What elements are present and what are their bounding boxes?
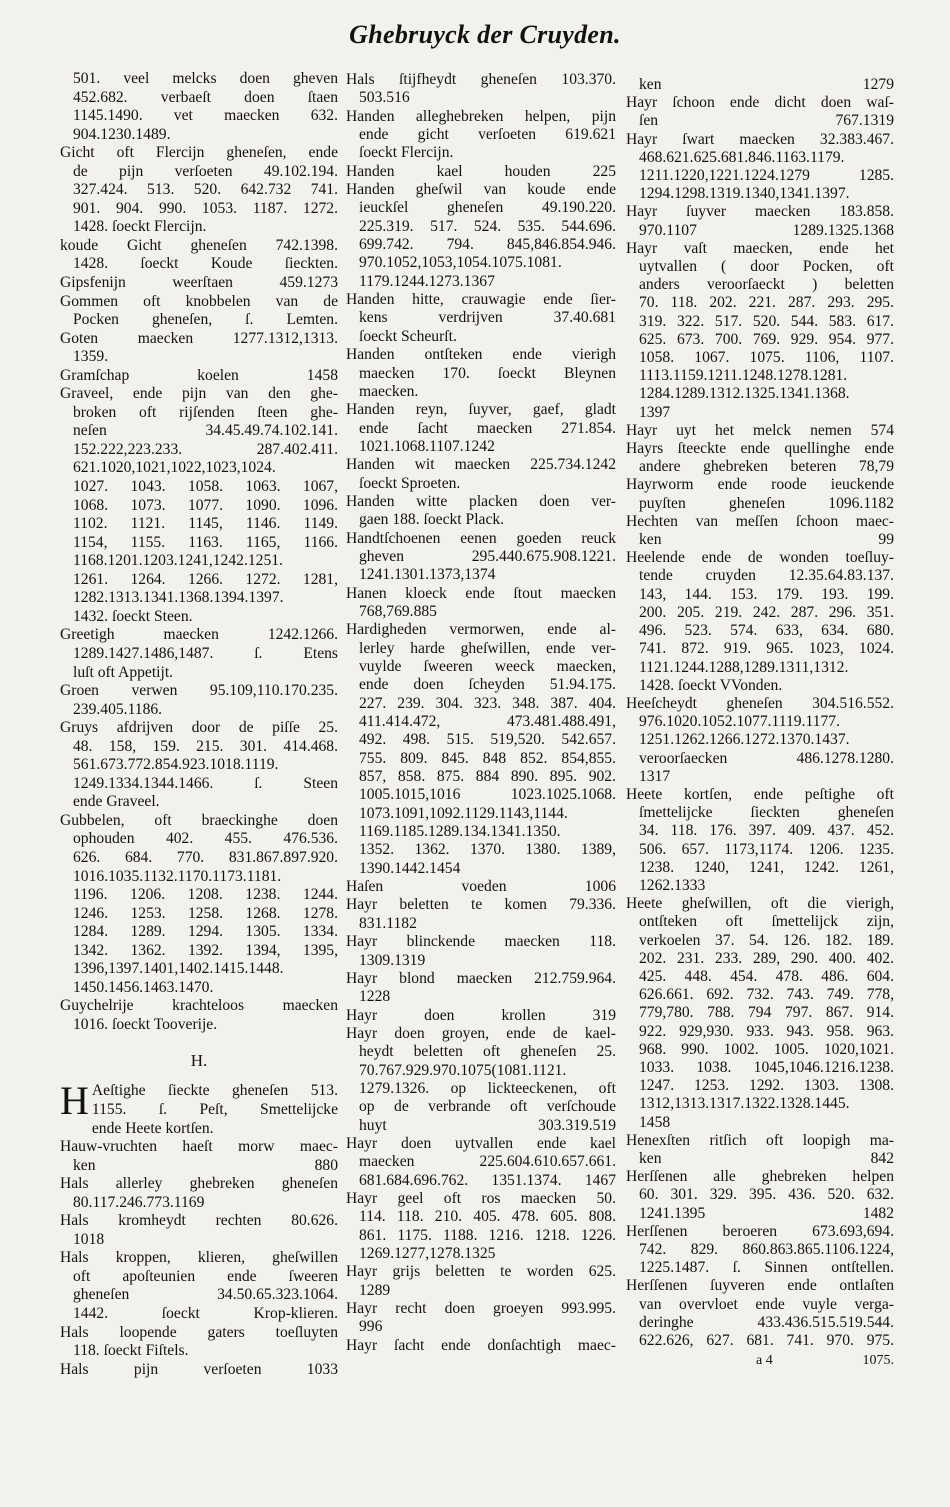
index-line: Hals loopende gaters toeſluyten (60, 1323, 338, 1341)
index-line: Gramſchap koelen 1458 (60, 366, 338, 384)
index-entry (626, 786, 894, 895)
index-entry (60, 1138, 338, 1175)
index-line: 1397 (639, 403, 671, 421)
index-line: Hayr doen krollen 319 (346, 1006, 616, 1024)
index-line: 1073.1091,1092.1129.1143,1144. (359, 804, 568, 822)
index-line: 114. 118. 210. 405. 478. 605. 808. (359, 1208, 616, 1226)
index-entry (346, 163, 616, 181)
index-line: Handen reyn, ſuyver, gaef, gladt (346, 401, 616, 419)
index-entry (60, 385, 338, 626)
index-line: 506. 657. 1173,1174. 1206. 1235. (639, 840, 894, 858)
index-entry (626, 240, 894, 422)
index-entry (60, 293, 338, 330)
index-line: Hayr beletten te komen 79.336. (346, 896, 616, 914)
index-line: 741. 872. 919. 965. 1023, 1024. (639, 640, 894, 658)
index-line: 755. 809. 845. 848 852. 854,855. (359, 749, 616, 767)
index-line: 1396,1397.1401,1402.1415.1448. (73, 960, 284, 978)
index-line: Hayr ſwart maecken 32.383.467. (626, 130, 894, 148)
index-line: 1269.1277,1278.1325 (359, 1245, 496, 1262)
index-line: 1428. ſoeckt VVonden. (639, 676, 783, 694)
index-column-1 (60, 70, 338, 1379)
index-line: 1018 (73, 1230, 105, 1248)
index-line: 901. 904. 990. 1053. 1187. 1272. (73, 199, 338, 217)
index-entry (346, 401, 616, 456)
index-line: 1261. 1264. 1266. 1272. 1281, (73, 570, 338, 588)
index-entry (346, 933, 616, 970)
index-line: broken oft rijſenden ſteen ghe- (73, 403, 338, 421)
index-line: Handen witte placken doen ver- (346, 492, 616, 510)
index-line: vuylde ſweeren weeck maecken, (359, 658, 616, 675)
index-entry (346, 71, 616, 108)
index-line: Hals ſtijfheydt gheneſen 103.370. (346, 71, 616, 88)
index-line: 152.222,223.233. 287.402.411. (73, 440, 338, 458)
index-line: 227. 239. 304. 323. 348. 387. 404. (359, 694, 616, 712)
index-line: ſoeckt Scheurſt. (359, 327, 457, 345)
index-entry (60, 1175, 338, 1212)
index-line: Handen ontſteken ende vierigh (346, 346, 616, 364)
index-line: Heeſcheydt gheneſen 304.516.552. (626, 694, 894, 712)
index-entry (346, 1190, 616, 1263)
index-line: 1262.1333 (639, 876, 706, 894)
index-line: Hals kroppen, klieren, gheſwillen (60, 1249, 338, 1267)
index-entry (346, 493, 616, 530)
index-entry (346, 291, 616, 346)
index-entry (346, 456, 616, 493)
index-line: Hayr doen groyen, ende de kael- (346, 1024, 616, 1042)
index-entry (60, 144, 338, 237)
index-entry (60, 367, 338, 386)
index-line: oft apoſteunien ende ſweeren (73, 1267, 338, 1285)
index-line: ende Graveel. (73, 793, 160, 811)
index-entry (60, 1212, 338, 1249)
index-line: ken 880 (73, 1156, 338, 1174)
index-line: gaen 188. ſoeckt Plack. (359, 511, 505, 529)
index-entry (60, 1078, 338, 1138)
page-footer (756, 1352, 894, 1370)
index-entry (60, 274, 338, 293)
catchword: 1075. (862, 1353, 894, 1369)
index-line: Hayr geel oft ros maecken 50. (346, 1189, 616, 1207)
index-line: 118. ſoeckt Fiſtels. (73, 1342, 189, 1360)
index-line: 681.684.696.762. 1351.1374. 1467 (359, 1171, 616, 1189)
index-entry (626, 476, 894, 512)
index-line: 626. 684. 770. 831.867.897.920. (73, 848, 338, 866)
index-line: ende ſacht maecken 271.854. (359, 419, 616, 437)
index-line: Hals kromheydt rechten 80.626. (60, 1212, 338, 1230)
index-entry (346, 1263, 616, 1300)
section-letter-heading: H. (190, 1051, 208, 1071)
index-line: 968. 990. 1002. 1005. 1020,1021. (639, 1040, 894, 1058)
index-line: 831.1182 (359, 914, 417, 932)
index-line: 1289.1427.1486,1487. ſ. Etens (73, 644, 338, 662)
index-entry (626, 895, 894, 1132)
index-line: 1279.1326. op lickteeckenen, oft (359, 1079, 616, 1097)
index-entry (60, 1361, 338, 1380)
index-line: gheven 295.440.675.908.1221. (359, 547, 616, 565)
index-line: 976.1020.1052.1077.1119.1177. (639, 713, 840, 731)
index-line: ſoeckt Sproeten. (359, 474, 461, 492)
index-line: koude Gicht gheneſen 742.1398. (60, 236, 338, 254)
index-entry (626, 1223, 894, 1278)
index-line: 1169.1185.1289.134.1341.1350. (359, 823, 561, 841)
index-line: Hayr recht doen groeyen 993.995. (346, 1300, 616, 1318)
index-entry (346, 1337, 616, 1355)
index-line: 327.424. 513. 520. 642.732 741. (73, 181, 338, 199)
index-line: 1359. (73, 348, 109, 366)
index-entry (346, 530, 616, 585)
index-line: ken 1279 (639, 76, 894, 93)
index-entry (60, 330, 338, 367)
index-line: 742. 829. 860.863.865.1106.1224, (639, 1241, 894, 1258)
index-line: Aeſtighe ſieckte gheneſen 513. (91, 1082, 338, 1100)
index-line: Hechten van meſſen ſchoon maec- (626, 512, 894, 530)
index-line: 1121.1244.1288,1289.1311,1312. (639, 658, 849, 676)
index-line: 34. 118. 176. 397. 409. 437. 452. (639, 822, 894, 840)
index-line: 1342. 1362. 1392. 1394, 1395, (73, 941, 338, 959)
index-line: 80.117.246.773.1169 (73, 1193, 205, 1211)
index-entry (346, 1135, 616, 1190)
index-line: Heete kortſen, ende peſtighe oft (626, 785, 894, 803)
index-entry (346, 1007, 616, 1025)
index-line: Goten maecken 1277.1312,1313. (60, 329, 338, 347)
index-entry (60, 70, 338, 144)
index-line: 1016. ſoeckt Tooverije. (73, 1015, 218, 1033)
index-line: Hauw-vruchten haeſt morw maec- (60, 1138, 338, 1156)
index-line: lerley harde gheſwillen, ende ver- (359, 639, 616, 657)
index-line: 970.1052,1053,1054.1075.1081. (359, 254, 562, 272)
index-line: 561.673.772.854.923.1018.1119. (73, 756, 279, 774)
index-entry (60, 626, 338, 682)
index-line: 1246. 1253. 1258. 1268. 1278. (73, 904, 338, 922)
index-line: verkoelen 37. 54. 126. 182. 189. (639, 931, 894, 949)
index-line: 699.742. 794. 845,846.854.946. (359, 236, 616, 254)
index-line: Graveel, ende pijn van den ghe- (60, 385, 338, 403)
index-line: Hayrs ſteeckte ende quellinghe ende (626, 440, 894, 458)
index-line: 1027. 1043. 1058. 1063. 1067, (73, 478, 338, 496)
index-line: Hals allerley ghebreken gheneſen (60, 1175, 338, 1193)
index-line: Pocken gheneſen, ſ. Lemten. (73, 311, 338, 329)
index-line: Hayr ſchoon ende dicht doen waſ- (626, 94, 894, 112)
index-line: ende gicht verſoeten 619.621 (359, 126, 616, 144)
index-line: Groen verwen 95.109,110.170.235. (60, 682, 338, 700)
index-line: 319. 322. 517. 520. 544. 583. 617. (639, 312, 894, 330)
index-entry (626, 131, 894, 204)
index-line: veroorſaecken 486.1278.1280. (639, 749, 894, 767)
index-line: ende doen ſcheyden 51.94.175. (359, 676, 616, 694)
index-line: 225.319. 517. 524. 535. 544.696. (359, 217, 616, 235)
index-line: uytvallen ( door Pocken, oft (639, 258, 894, 276)
drop-cap: H (60, 1078, 89, 1124)
index-entry (626, 94, 894, 130)
index-line: Hayr blond maecken 212.759.964. (346, 969, 616, 987)
index-line: maecken 170. ſoeckt Bleynen (359, 364, 616, 382)
index-line: 1249.1334.1344.1466. ſ. Steen (73, 774, 338, 792)
index-line: Hanen kloeck ende ſtout maecken (346, 584, 616, 602)
index-line: heydt beletten oft gheneſen 25. (359, 1043, 616, 1061)
index-line: 503.516 (359, 89, 410, 107)
index-line: neſen 34.45.49.74.102.141. (73, 422, 338, 440)
index-line: de pijn verſoeten 49.102.194. (73, 162, 338, 180)
index-line: maecken. (359, 382, 419, 400)
index-line: 1450.1456.1463.1470. (73, 978, 214, 996)
index-entry (346, 621, 616, 878)
index-line: Herſſenen alle ghebreken helpen (626, 1168, 894, 1186)
index-line: Hals pijn verſoeten 1033 (60, 1360, 338, 1378)
index-line: 857, 858. 875. 884 890. 895. 902. (359, 768, 616, 786)
index-line: 904.1230.1489. (73, 125, 171, 143)
index-line: 1196. 1206. 1208. 1238. 1244. (73, 886, 338, 904)
index-entry (346, 1300, 616, 1337)
index-line: 1238. 1240, 1241, 1242. 1261, (639, 858, 894, 876)
index-entry (60, 1324, 338, 1361)
index-line: 1179.1244.1273.1367 (359, 272, 495, 290)
index-line: ſen 767.1319 (639, 112, 894, 130)
index-line: Heelende ende de wonden toeſluy- (626, 549, 894, 567)
index-line: 1058. 1067. 1075. 1106, 1107. (639, 349, 894, 367)
index-line: 70.767.929.970.1075(1081.1121. (359, 1061, 567, 1079)
index-line: 625. 673. 700. 769. 929. 954. 977. (639, 330, 894, 348)
index-line: 1312,1313.1317.1322.1328.1445. (639, 1095, 850, 1113)
index-line: Herſſenen beroeren 673.693,694. (626, 1222, 894, 1240)
index-entry (626, 422, 894, 440)
index-line: Handtſchoenen eenen goeden reuck (346, 529, 616, 547)
index-line: 970.1107 1289.1325.1368 (639, 221, 894, 239)
index-line: 239.405.1186. (73, 700, 163, 718)
index-entry (60, 997, 338, 1034)
index-entry (346, 878, 616, 896)
index-line: Herſſenen ſuyveren ende ontlaſten (626, 1277, 894, 1295)
index-entry (346, 108, 616, 163)
index-line: 1458 (639, 1113, 671, 1131)
index-line: 425. 448. 454. 478. 486. 604. (639, 967, 894, 985)
index-line: 1390.1442.1454 (359, 859, 461, 877)
index-line: Hayr vaſt maecken, ende het (626, 239, 894, 257)
index-line: andere ghebreken beteren 78,79 (639, 458, 894, 476)
index-entry (346, 896, 616, 933)
index-line: 1428. ſoeckt Flercijn. (73, 218, 207, 236)
index-line: 779,780. 788. 794 797. 867. 914. (639, 1004, 894, 1022)
index-line: Hayr uyt het melck nemen 574 (626, 421, 894, 439)
index-line: 1284. 1289. 1294. 1305. 1334. (73, 923, 338, 941)
index-line: 1428. ſoeckt Koude ſieckten. (73, 255, 338, 273)
index-line: Handen gheſwil van koude ende (346, 181, 616, 199)
index-line: Handen kael houden 225 (346, 162, 616, 180)
index-line: gheneſen 34.50.65.323.1064. (73, 1286, 338, 1304)
index-line: huyt 303.319.519 (359, 1116, 616, 1134)
index-line: 1033. 1038. 1045,1046.1216.1238. (639, 1058, 894, 1076)
index-entry (60, 682, 338, 719)
index-line: ſoeckt Flercijn. (359, 144, 454, 162)
index-line: 1155. ſ. Peſt, Smettelijcke (91, 1100, 338, 1118)
index-line: ophouden 402. 455. 476.536. (73, 830, 338, 848)
index-line: 1284.1289.1312.1325.1341.1368. (639, 385, 850, 403)
index-line: 492. 498. 515. 519,520. 542.657. (359, 731, 616, 749)
index-line: 468.621.625.681.846.1163.1179. (639, 148, 845, 166)
index-line: tende cruyden 12.35.64.83.137. (639, 567, 894, 585)
index-line: 501. veel melcks doen gheven (73, 70, 338, 87)
index-line: Handen hitte, crauwagie ende ſier- (346, 291, 616, 309)
index-line: 60. 301. 329. 395. 436. 520. 632. (639, 1186, 894, 1204)
index-entry (626, 203, 894, 239)
index-line: ken 842 (639, 1149, 894, 1167)
index-line: anders veroorſaeckt ) beletten (639, 276, 894, 294)
index-line: Gubbelen, oft braeckinghe doen (60, 811, 338, 829)
index-line: Heete gheſwillen, oft die vierigh, (626, 895, 894, 913)
index-line: ende Heete kortſen. (91, 1119, 214, 1137)
index-line: 922. 929,930. 933. 943. 958. 963. (639, 1022, 894, 1040)
index-column-3 (626, 76, 894, 1370)
index-line: puyſten gheneſen 1096.1182 (639, 494, 894, 512)
index-line: 1113.1159.1211.1248.1278.1281. (639, 367, 848, 385)
index-entry (626, 1168, 894, 1223)
index-line: 1225.1487. ſ. Sinnen ontſtellen. (639, 1259, 894, 1277)
index-line: Hayr blinckende maecken 118. (346, 933, 616, 951)
index-line: Hayr ſacht ende donſachtigh maec- (346, 1336, 616, 1354)
index-line: 1442. ſoeckt Krop-klieren. (73, 1305, 338, 1322)
index-entry (346, 970, 616, 1007)
index-line: 1154, 1155. 1163. 1165, 1166. (73, 533, 338, 551)
index-column-2 (346, 71, 616, 1355)
index-line: Gipsfenijn weerſtaen 459.1273 (60, 274, 338, 292)
signature-mark: a 4 (756, 1353, 773, 1369)
index-line: 48. 158, 159. 215. 301. 414.468. (73, 737, 338, 755)
index-line: 1317 (639, 767, 671, 785)
index-line: ſmettelijcke ſieckten gheneſen (639, 804, 894, 822)
index-line: Haſen voeden 1006 (346, 878, 616, 896)
index-line: 200. 205. 219. 242. 287. 296. 351. (639, 603, 894, 621)
index-line: kens verdrijven 37.40.681 (359, 309, 616, 327)
index-line: ken 99 (639, 531, 894, 549)
index-line: 143, 144. 153. 179. 193. 199. (639, 585, 894, 603)
index-line: maecken 225.604.610.657.661. (359, 1153, 616, 1171)
index-entry (626, 513, 894, 549)
index-line: 1289 (359, 1281, 391, 1299)
index-entry (346, 585, 616, 622)
index-line: 861. 1175. 1188. 1216. 1218. 1226. (359, 1226, 616, 1244)
running-header: Ghebruyck der Cruyden. (349, 20, 621, 49)
index-line: Henexſten ritſich oft loopigh ma- (626, 1131, 894, 1149)
index-line: 1102. 1121. 1145, 1146. 1149. (73, 515, 338, 533)
index-line: 1247. 1253. 1292. 1303. 1308. (639, 1077, 894, 1095)
index-entry (60, 719, 338, 812)
index-line: 1211.1220,1221.1224.1279 1285. (639, 167, 894, 185)
index-line: 1241.1395 1482 (639, 1204, 894, 1222)
index-line: Hayr grijs beletten te worden 625. (346, 1263, 616, 1281)
index-line: 1021.1068.1107.1242 (359, 437, 495, 455)
index-line: 1294.1298.1319.1340,1341.1397. (639, 185, 850, 203)
index-line: 1145.1490. vet maecken 632. (73, 107, 338, 125)
index-line: 1005.1015,1016 1023.1025.1068. (359, 786, 616, 804)
index-line: 496. 523. 574. 633, 634. 680. (639, 622, 894, 640)
index-line: 1282.1313.1341.1368.1394.1397. (73, 589, 284, 607)
index-line: deringhe 433.436.515.519.544. (639, 1313, 894, 1331)
index-line: 1068. 1073. 1077. 1090. 1096. (73, 496, 338, 514)
index-entry (60, 1249, 338, 1323)
index-entry (346, 1025, 616, 1135)
index-entry (626, 76, 894, 94)
index-line: Hayr doen uytvallen ende kael (346, 1134, 616, 1152)
index-column-3-body (626, 76, 894, 1350)
index-line: 768,769.885 (359, 602, 437, 620)
index-line: 1352. 1362. 1370. 1380. 1389, (359, 841, 616, 859)
index-line: Hardigheden vermorwen, ende al- (346, 621, 616, 639)
index-line: 996 (359, 1318, 383, 1336)
index-entry (346, 346, 616, 401)
index-line: ieuckſel gheneſen 49.190.220. (359, 199, 616, 217)
index-line: 1251.1262.1266.1272.1370.1437. (639, 731, 850, 749)
index-line: Handen wit maecken 225.734.1242 (346, 456, 616, 474)
index-line: luſt oft Appetijt. (73, 663, 174, 681)
index-line: 452.682. verbaeſt doen ſtaen (73, 88, 338, 106)
index-entry (626, 1277, 894, 1350)
index-entry (60, 812, 338, 997)
index-line: 621.1020,1021,1022,1023,1024. (73, 459, 276, 477)
index-line: Gommen oft knobbelen van de (60, 292, 338, 310)
index-line: 411.414.472, 473.481.488.491, (359, 713, 616, 731)
index-entry (346, 181, 616, 291)
index-line: 626.661. 692. 732. 743. 749. 778, (639, 986, 894, 1004)
index-line: 1016.1035.1132.1170.1173.1181. (73, 867, 282, 885)
index-line: 1168.1201.1203.1241,1242.1251. (73, 552, 283, 570)
index-line: ontſteken oft ſmettelijck zijn, (639, 913, 894, 931)
index-entry (626, 695, 894, 786)
index-line: Gruys afdrijven door de piſſe 25. (60, 719, 338, 737)
index-line: Greetigh maecken 1242.1266. (60, 626, 338, 644)
index-line: Gicht oft Flercijn gheneſen, ende (60, 144, 338, 162)
index-entry (626, 549, 894, 695)
index-line: 1432. ſoeckt Steen. (73, 607, 193, 625)
index-line: Hayr ſuyver maecken 183.858. (626, 203, 894, 221)
index-line: Guychelrije krachteloos maecken (60, 997, 338, 1015)
index-line: 1228 (359, 988, 391, 1006)
index-line: 622.626, 627. 681. 741. 970. 975. (639, 1332, 894, 1350)
index-line: van overvloet ende vuyle verga- (639, 1295, 894, 1313)
index-line: Hayrworm ende roode ieuckende (626, 476, 894, 494)
index-line: 1309.1319 (359, 951, 426, 969)
index-entry (626, 1132, 894, 1168)
index-entry (626, 440, 894, 476)
index-line: Handen alleghebreken helpen, pijn (346, 107, 616, 125)
index-entry (60, 237, 338, 274)
index-line: 202. 231. 233. 289, 290. 400. 402. (639, 949, 894, 967)
index-line: 1241.1301.1373,1374 (359, 566, 496, 584)
index-line: 70. 118. 202. 221. 287. 293. 295. (639, 294, 894, 312)
index-line: op de verbrande oft verſchoude (359, 1098, 616, 1116)
